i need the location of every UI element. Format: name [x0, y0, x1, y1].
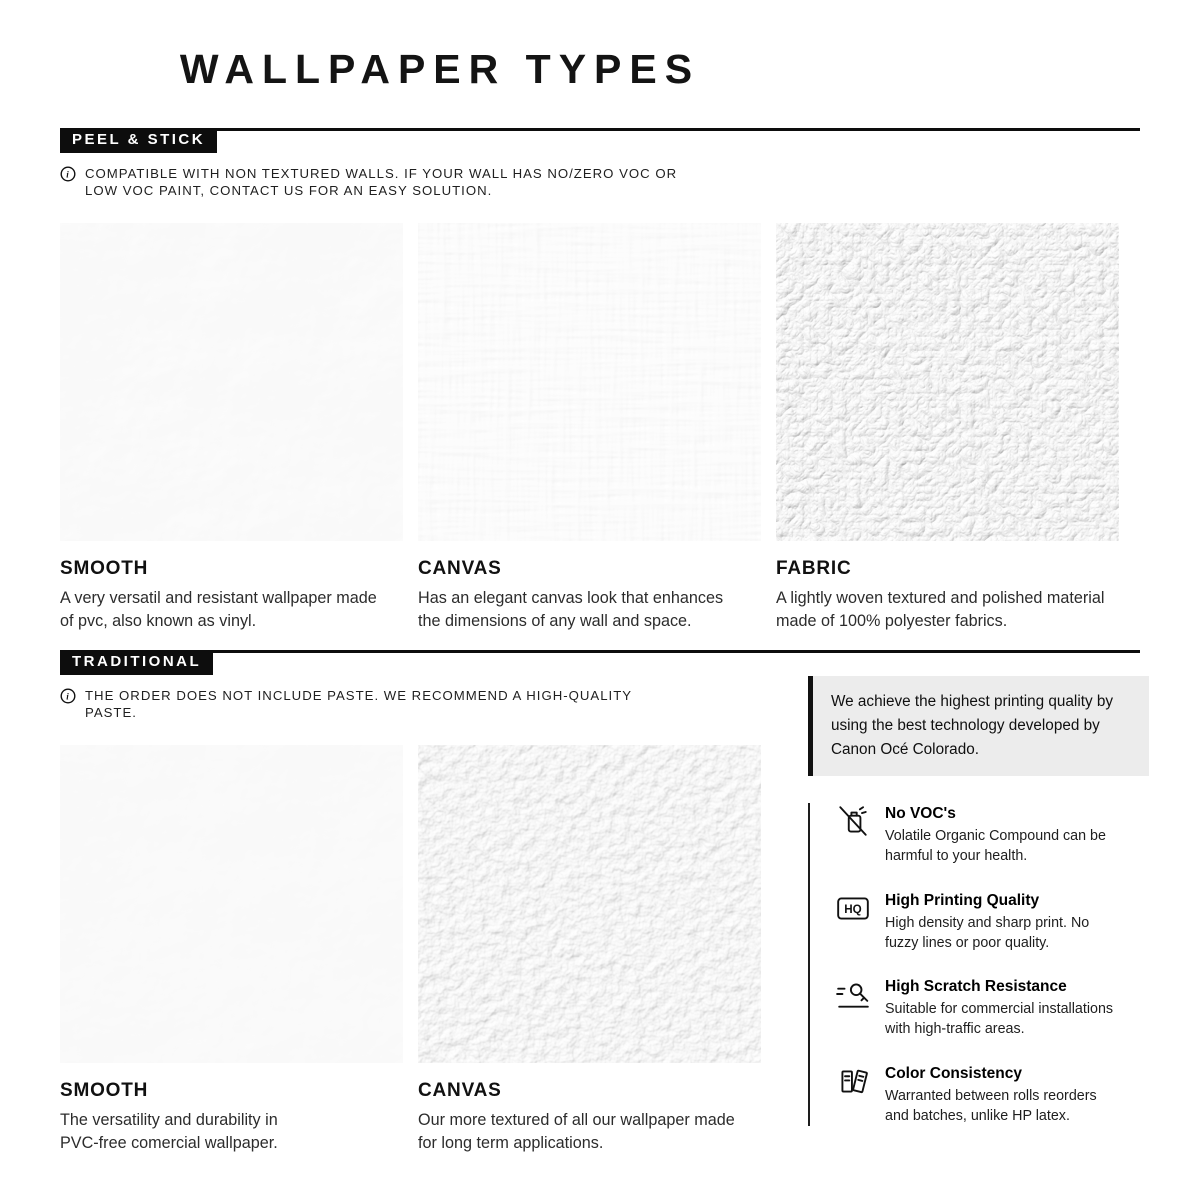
feature-title: Color Consistency — [885, 1064, 1022, 1082]
feature-title: High Scratch Resistance — [885, 978, 1067, 996]
svg-text:i: i — [66, 169, 70, 180]
swatch-card-canvas-traditional — [418, 745, 761, 1154]
feature-color-consistency — [835, 1063, 1149, 1126]
section-label: PEEL & STICK — [60, 128, 217, 153]
scratch-resistance-icon — [835, 976, 871, 1012]
swatch-description: Has an elegant canvas look that enhances the dimensions of any wall and space. — [418, 589, 724, 630]
feature-scratch-resistance — [835, 976, 1149, 1039]
swatch-card-smooth-traditional — [60, 745, 403, 1154]
feature-list — [808, 803, 1149, 1126]
note-text: THE ORDER DOES NOT INCLUDE PASTE. WE RECOMMEND A HIGH-QUALITY PASTE. — [85, 688, 632, 721]
rough-canvas-texture-image — [418, 745, 761, 1063]
feature-description: Suitable for commercial installations with high-traffic areas. — [885, 1001, 1114, 1038]
svg-text:i: i — [66, 691, 70, 702]
feature-description: Volatile Organic Compound can be harmful to your health. — [885, 828, 1106, 865]
no-voc-icon — [835, 803, 871, 839]
swatch-description: A lightly woven textured and polished material made of 100% polyester fabrics. — [776, 589, 1105, 630]
swatch-name: SMOOTH — [60, 558, 149, 580]
feature-description: High density and sharp print. No fuzzy lines or poor quality. — [885, 914, 1090, 951]
swatch-name: SMOOTH — [60, 1080, 149, 1102]
section-note — [60, 165, 1140, 199]
fabric-texture-image — [776, 223, 1119, 541]
swatch-row — [60, 223, 1140, 632]
feature-title: No VOC's — [885, 805, 956, 823]
swatch-card-canvas — [418, 223, 761, 632]
section-header — [60, 128, 1140, 153]
info-icon — [60, 688, 76, 704]
swatch-description: A very versatil and resistant wallpaper made of pvc, also known as vinyl. — [60, 589, 377, 630]
swatch-description: Our more textured of all our wallpaper made for long term applications. — [418, 1111, 735, 1152]
note-text: COMPATIBLE WITH NON TEXTURED WALLS. IF YOUR WALL HAS NO/ZERO VOC OR LOW VOC PAINT, CONTACT US FOR AN EASY SOLUTION. — [85, 166, 678, 199]
section-label: TRADITIONAL — [60, 650, 213, 675]
feature-high-printing-quality — [835, 890, 1149, 953]
section-header — [60, 650, 1140, 675]
page-title: WALLPAPER TYPES — [179, 46, 701, 92]
feature-no-voc — [835, 803, 1149, 866]
swatch-name: CANVAS — [418, 1080, 502, 1102]
smooth-texture-image — [60, 745, 403, 1063]
swatch-name: CANVAS — [418, 558, 502, 580]
section-peel-and-stick — [60, 128, 1140, 632]
hq-icon — [835, 890, 871, 926]
smooth-texture-image — [60, 223, 403, 541]
svg-text:HQ: HQ — [844, 902, 862, 916]
feature-text — [885, 1063, 1123, 1126]
swatch-card-smooth — [60, 223, 403, 632]
section-divider-line — [213, 650, 1140, 653]
info-icon — [60, 166, 76, 182]
feature-text — [885, 976, 1123, 1039]
section-traditional — [60, 650, 1140, 1154]
swatch-card-fabric — [776, 223, 1119, 632]
swatch-name: FABRIC — [776, 558, 852, 580]
color-swatches-icon — [835, 1063, 871, 1099]
swatch-description: The versatility and durability in PVC-free comercial wallpaper. — [60, 1111, 278, 1152]
printing-info-panel — [808, 676, 1149, 1126]
section-divider-line — [217, 128, 1140, 131]
feature-text — [885, 890, 1123, 953]
feature-title: High Printing Quality — [885, 891, 1040, 909]
printing-quality-callout: We achieve the highest printing quality by using the best technology developed by Canon Océ Colorado. — [808, 676, 1149, 776]
canvas-texture-image — [418, 223, 761, 541]
feature-description: Warranted between rolls reorders and batches, unlike HP latex. — [885, 1087, 1097, 1124]
feature-text — [885, 803, 1123, 866]
